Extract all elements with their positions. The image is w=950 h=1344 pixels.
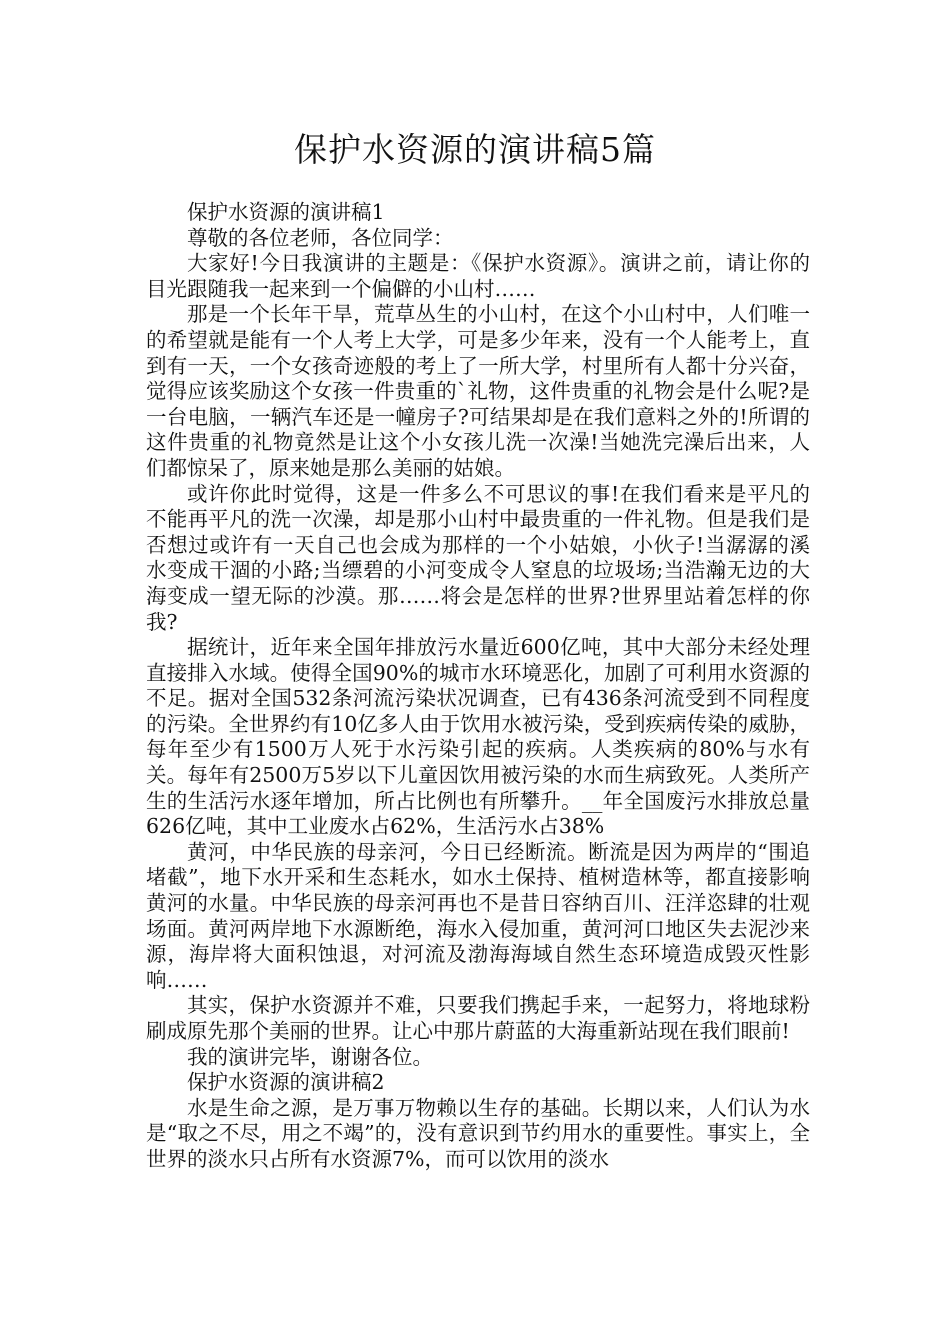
body-paragraph: 黄河，中华民族的母亲河，今日已经断流。断流是因为两岸的“围追堵截”，地下水开采和生态耗水，如水土保持、植树造林等，都直接影响黄河的水量。中华民族的母亲河再也不是昔日容纳百川、汪洋恣肆的壮观场面。黄河两岸地下水源断绝，海水入侵加重，黄河河口地区失去泥沙来源，海岸将大面积蚀退，对河流及渤海海域自然生态环境造成毁灭性影响……	[146, 839, 810, 992]
body-paragraph: 或许你此时觉得，这是一件多么不可思议的事!在我们看来是平凡的不能再平凡的洗一次澡，却是那小山村中最贵重的一件礼物。但是我们是否想过或许有一天自己也会成为那样的一个小姑娘，小伙子!当潺潺的溪水变成干涸的小路;当缥碧的小河变成令人窒息的垃圾场;当浩瀚无边的大海变成一望无际的沙漠。那……将会是怎样的世界?世界里站着怎样的你我?	[146, 481, 810, 634]
body-paragraph: 据统计，近年来全国年排放污水量近600亿吨，其中大部分未经处理直接排入水域。使得全国90%的城市水环境恶化，加剧了可利用水资源的不足。据对全国532条河流污染状况调查，已有436条河流受到不同程度的污染。全世界约有10亿多人由于饮用水被污染，受到疾病传染的威胁，每年至少有1500万人死于水污染引起的疾病。人类疾病的80%与水有关。每年有2500万5岁以下儿童因饮用被污染的水而生病致死。人类所产生的生活污水逐年增加，所占比例也有所攀升。__年全国废污水排放总量626亿吨，其中工业废水占62%，生活污水占38%	[146, 635, 810, 839]
body-paragraph: 那是一个长年干旱，荒草丛生的小山村，在这个小山村中，人们唯一的希望就是能有一个人考上大学，可是多少年来，没有一个人能考上，直到有一天，一个女孩奇迹般的考上了一所大学，村里所有人都十分兴奋，觉得应该奖励这个女孩一件贵重的`礼物，这件贵重的礼物会是什么呢?是一台电脑，一辆汽车还是一幢房子?可结果却是在我们意料之外的!所谓的这件贵重的礼物竟然是让这个小女孩儿洗一次澡!当她洗完澡后出来，人们都惊呆了，原来她是那么美丽的姑娘。	[146, 302, 810, 480]
closing-line: 我的演讲完毕，谢谢各位。	[187, 1044, 433, 1069]
document-title: 保护水资源的演讲稿5篇	[294, 130, 656, 169]
section-heading: 保护水资源的演讲稿2	[187, 1070, 385, 1095]
section-heading: 保护水资源的演讲稿1	[187, 200, 385, 224]
body-paragraph: 其实，保护水资源并不难，只要我们携起手来，一起努力，将地球粉刷成原先那个美丽的世界。让心中那片蔚蓝的大海重新站现在我们眼前!	[146, 993, 810, 1043]
document-body	[146, 200, 810, 1173]
body-paragraph: 水是生命之源，是万事万物赖以生存的基础。长期以来，人们认为水是“取之不尽，用之不竭”的，没有意识到节约用水的重要性。事实上，全世界的淡水只占所有水资源7%，而可以饮用的淡水	[146, 1095, 810, 1171]
salutation: 尊敬的各位老师，各位同学：	[187, 225, 454, 250]
body-paragraph: 大家好!今日我演讲的主题是：《保护水资源》。演讲之前，请让你的目光跟随我一起来到一个偏僻的小山村……	[146, 251, 810, 301]
